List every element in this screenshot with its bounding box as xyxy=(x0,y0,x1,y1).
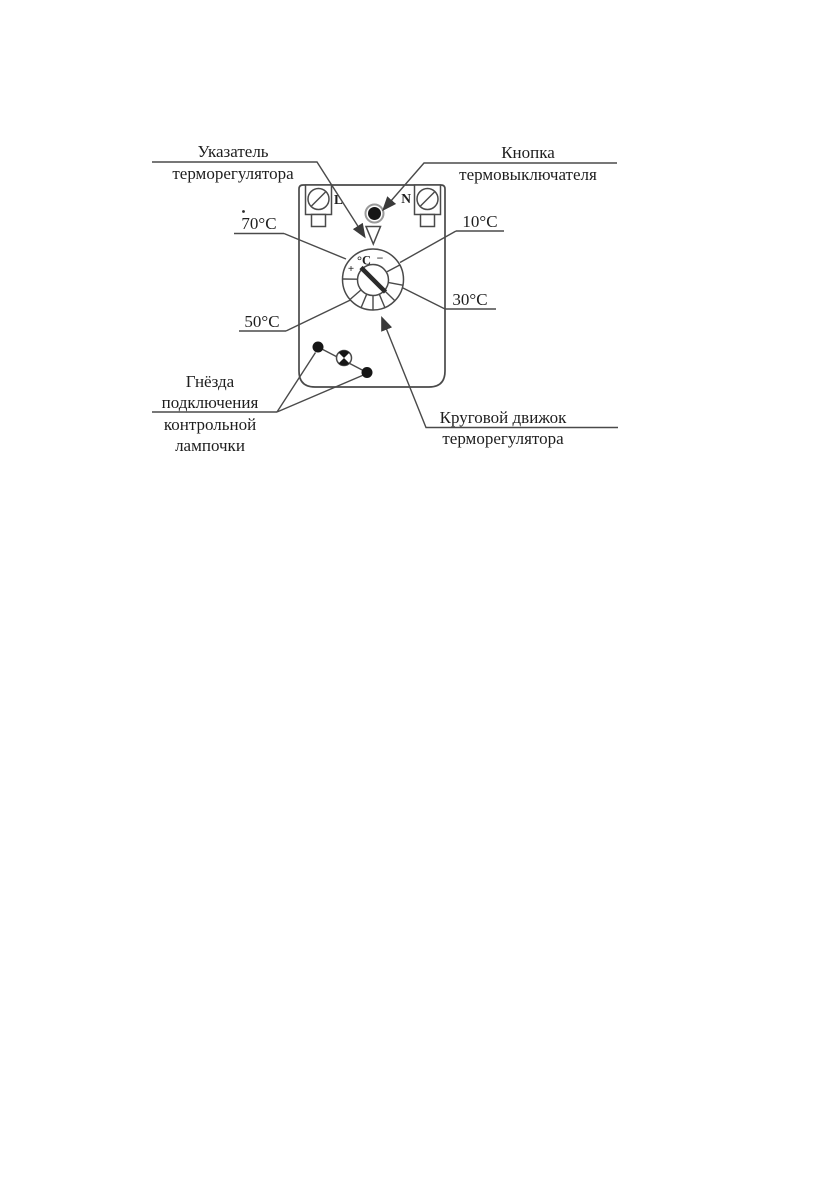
button-callout-line-2: термовыключателя xyxy=(459,165,597,184)
pointer-callout-line-1: Указатель xyxy=(197,142,269,161)
dial-minus-label: − xyxy=(376,251,384,265)
terminal-n-clamp xyxy=(421,215,435,227)
button-cap xyxy=(368,207,381,220)
sockets-callout xyxy=(162,372,259,455)
lamp-socket-dot-left xyxy=(313,342,324,353)
lamp-socket-dot-right xyxy=(362,367,373,378)
temp-30-label: 30°C xyxy=(452,290,488,309)
thermal-switch-button xyxy=(366,205,384,223)
dial-unit-label: °C xyxy=(356,253,372,268)
sockets-callout-line-4: лампочки xyxy=(175,436,245,455)
sockets-callout-line-1: Гнёзда xyxy=(185,372,235,391)
slider-callout-line-1: Круговой движок xyxy=(439,408,567,427)
temp-70-label: 70°C xyxy=(241,214,277,233)
dial-plus-label: + xyxy=(347,263,355,275)
pointer-callout-line-2: терморегулятора xyxy=(172,164,294,183)
scan-speck xyxy=(242,210,245,213)
slider-callout-line-2: терморегулятора xyxy=(442,429,564,448)
temp-50-label: 50°C xyxy=(244,312,280,331)
thermostat-dial xyxy=(343,249,404,310)
terminal-n-label: N xyxy=(401,191,411,206)
terminal-l-label: L xyxy=(334,192,344,207)
button-callout-line-1: Кнопка xyxy=(501,143,555,162)
temp-10-label: 10°C xyxy=(462,212,498,231)
terminal-l-clamp xyxy=(312,215,326,227)
sockets-callout-line-2: подключения xyxy=(161,393,259,412)
sockets-callout-line-3: контрольной xyxy=(163,415,257,434)
